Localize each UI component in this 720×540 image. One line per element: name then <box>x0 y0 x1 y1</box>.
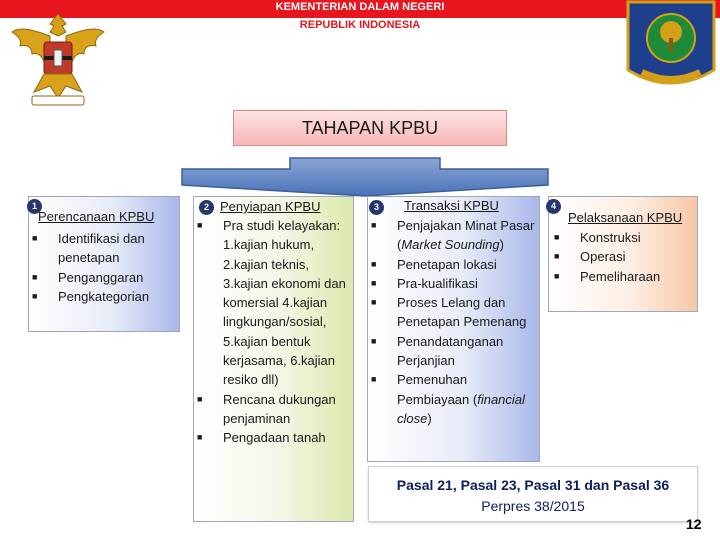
stage-2-list <box>197 216 349 448</box>
stage-2-title: Penyiapan KPBU <box>220 199 321 214</box>
legal-articles: Pasal 21, Pasal 23, Pasal 31 dan Pasal 36 <box>396 477 670 493</box>
list-item: ■ Pengadaan tanah <box>197 430 326 446</box>
list-item: ■ Pra-kualifikasi <box>371 275 478 291</box>
page-number: 12 <box>686 516 702 532</box>
stage-2-number: 2 <box>199 200 214 215</box>
stage-4-number: 4 <box>546 199 561 214</box>
list-item: ■ Pengkategorian <box>32 288 150 304</box>
list-item: ■ Penandatanganan Perjanjian <box>371 333 504 369</box>
garuda-emblem-icon <box>10 6 106 112</box>
country-name: REPUBLIK INDONESIA <box>299 19 421 31</box>
list-item: ■ Konstruksi <box>554 230 641 245</box>
list-item: ■ Penetapan lokasi <box>371 256 497 272</box>
list-item: ■ Penjajakan Minat Pasar (Market Sounding) <box>371 218 535 253</box>
list-item: ■ Pra studi kelayakan: 1.kajian hukum, 2.kajian teknis, 3.kajian ekonomi dan komersial 4.kajian lingkungan/sosial, 5.kajian bentuk kerjasama, 6.kajian resiko dll) <box>197 218 346 388</box>
ministry-name: KEMENTERIAN DALAM NEGERI <box>275 1 445 13</box>
stage-3-number: 3 <box>369 200 384 215</box>
stage-4-list <box>554 228 694 286</box>
stage-1-title: Perencanaan KPBU <box>38 209 155 224</box>
list-item: ■ Penganggaran <box>32 269 144 285</box>
kemendagri-logo-icon <box>624 0 718 94</box>
list-item: ■ Pemenuhan Pembiayaan (financial close) <box>371 372 525 426</box>
stage-1-list <box>32 229 180 306</box>
page-title: TAHAPAN KPBU <box>233 110 507 146</box>
stage-3-title: Transaksi KPBU <box>404 198 499 213</box>
legal-reference-box <box>368 466 698 522</box>
list-item: ■ Proses Lelang dan Penetapan Pemenang <box>371 295 527 330</box>
stage-3-list <box>371 216 535 428</box>
list-item: ■ Operasi <box>554 249 626 265</box>
down-arrow-icon <box>180 157 550 197</box>
stage-4-title: Pelaksanaan KPBU <box>568 210 683 225</box>
list-item: ■ Rencana dukungan penjaminan <box>197 391 336 426</box>
list-item: ■ Pemeliharaan <box>554 268 661 284</box>
legal-regulation: Perpres 38/2015 <box>481 498 585 514</box>
stage-1-number: 1 <box>27 199 42 214</box>
list-item: ■ Identifikasi dan penetapan <box>32 231 145 266</box>
